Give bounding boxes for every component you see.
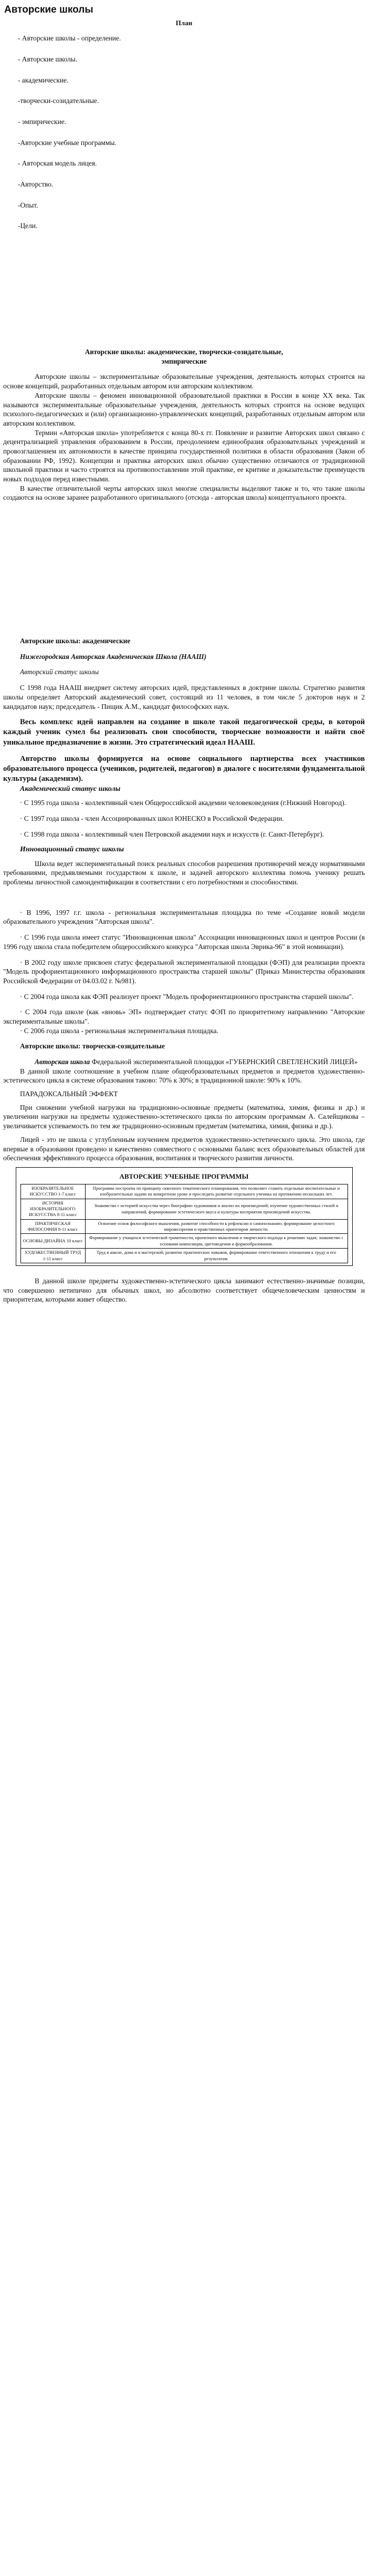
plan-item: - академические. <box>18 76 69 84</box>
school-name-rest: Федеральной экспериментальной площадки «ГУБЕРНСКИЙ СВЕТЛЕНСКИЙ ЛИЦЕЙ» <box>91 1058 358 1066</box>
paragraph: Авторские школы – феномен инновационной образовательной практики в России в конце XX века. Так называются экспериментальные образовательные учреждения, деятельность которых строится на основе ведущих психолого-педагогических и (или) организационно-управленческих концепций, разработанных отдельным автором или авторским коллективом. <box>3 391 365 427</box>
authorship-statement: Авторство школы формируется на основе социального партнерства всех участников образовательного процесса (учеников, родителей, педагогов) в диалоге с носителями фундаментальной культуры (академизм). <box>3 754 365 784</box>
academic-status-heading: Академический статус школы <box>20 785 121 793</box>
section-heading-intro: Авторские школы: академические, творчески-созидательные, <box>85 348 283 356</box>
list-item: · В 2002 году школе присвоен статус федеральной экспериментальной площадки (ФЭП) для реализации проекта "Модель профориентационного информационного пространства старшей школы" (Приказ Министерства образования Российской Федерации от 04.03.02 г. №981). <box>3 958 365 985</box>
school-name: Нижегородская Авторская Академическая Школа (НААШ) <box>20 652 207 661</box>
plan-item: -творчески-созидательные. <box>18 97 99 105</box>
table-row <box>20 1219 348 1234</box>
program-name: ПРАКТИЧЕСКАЯ ФИЛОСОФИЯ 8-11 класс <box>20 1219 85 1234</box>
plan-item: -Авторские учебные программы. <box>18 138 117 147</box>
paragraph: В данной школе соотношение в учебном плане общеобразовательных предметов и предметов художественно-эстетического цикла в системе образования таково: 70% к 30%; в традиционной школе: 90% к 10%. <box>3 1067 365 1085</box>
paragraph: Школа ведет экспериментальный поиск реальных способов разрешения противоречий между нормативными требованиями, предъявляемыми государством к школе, и задачей авторского коллектива помочь ученику решать проблемы личностной самоидентификации в соответствии с его потребностями и способностями. <box>3 859 365 887</box>
plan-item: -Цели. <box>18 222 38 230</box>
plan-item: - эмпирические. <box>18 117 67 126</box>
document-title: Авторские школы <box>4 4 93 15</box>
list-item: · С 1996 года школа имеет статус "Инновационная школа" Ассоциации инновационных школ и центров России (в 1996 году школа стала победителем общероссийского конкурса "Авторская школа Эврика-96" в этой номинации). <box>3 933 365 951</box>
plan-item: -Опыт. <box>18 201 38 209</box>
program-description: Программа построена по принципу сквозного тематического планирования, что позволяет ставить отдельные воспитательные и изобразительные задачи на конкретном уроке и проследить развитие отдельного ученика на протяжении нескольких лет. <box>85 1184 348 1199</box>
program-name: ХУДОЖЕСТВЕННЫЙ ТРУД 1-11 класс <box>20 1249 85 1263</box>
list-item: · В 1996, 1997 г.г. школа - региональная экспериментальная площадка по теме «Создание новой модели образовательного учреждения "Авторская школа". <box>3 908 365 926</box>
list-item: · С 2004 года школе (как «вновь» ЭП» подтверждает статус ФЭП по приоритетному направлению "Авторские экспериментальные школы". <box>3 1008 365 1025</box>
program-description: Знакомство с историей искусства через биографию художников и анализ их произведений; изучение художественных стилей и направлений, формирование эстетического вкуса и культуры восприятия произведений искусства. <box>85 1199 348 1219</box>
paragraph <box>3 1057 365 1067</box>
section-heading-intro-2: эмпирические <box>161 357 207 365</box>
plan-item: - Авторские школы. <box>18 55 78 63</box>
programs-heading: АВТОРСКИЕ УЧЕБНЫЕ ПРОГРАММЫ <box>119 1172 249 1180</box>
list-item: · С 1995 года школа - коллективный член Общероссийской академии человековедения (г.Нижний Новгород). <box>20 799 346 807</box>
program-name: ОСНОВЫ ДИЗАЙНА 10 класс <box>20 1234 85 1249</box>
program-name: ИСТОРИЯ ИЗОБРАЗИТЕЛЬНОГО ИСКУССТВА 8-11 класс <box>20 1199 85 1219</box>
paragraph: Авторские школы – экспериментальные образовательные учреждения, деятельность которых строится на основе концепций, разработанных отдельным автором или авторским коллективом. <box>3 373 365 390</box>
innovation-status-heading: Инновационный статус школы <box>20 846 124 854</box>
paragraph: С 1998 года НААШ внедряет систему авторских идей, представленных в доктрине школы. Стратегию развития школы определяет Авторский академический совет, состоящий из 11 человек, в том числе 5 докторов наук и 2 кандидатов наук; председатель - Пищик А.М., кандидат философских наук. <box>3 684 365 710</box>
paragraph: В качестве отличительной черты авторских школ многие специалисты выделяют также и то, что такие школы создаются на основе заранее разработанного оригинального (отсюда - авторская школа) концептуального проекта. <box>3 484 365 502</box>
status-label: Авторский статус школы <box>20 668 99 676</box>
program-name: ИЗОБРАЗИТЕЛЬНОЕ ИСКУССТВО 1-7 класс <box>20 1184 85 1199</box>
table-row <box>20 1184 348 1199</box>
plan-item: - Авторская модель лицея. <box>18 159 97 168</box>
closing-paragraph: В данной школе предметы художественно-эстетического цикла занимают естественно-значимые позиции, что совершенно нетипично для обычных школ, но абсолютно соответствует общечеловеческим ценностям и приоритетам, которыми живет общество. <box>3 1276 365 1304</box>
plan-item: -Авторство. <box>18 180 54 189</box>
table-row <box>20 1249 348 1263</box>
list-item: · С 1997 года школа - член Ассоциированных школ ЮНЕСКО в Российской Федерации. <box>20 814 284 822</box>
paragraph: Лицей - это не школа с углубленным изучением предметов художественно-эстетического цикла. Это школа, где впервые в образовании проведено и качественно совместного с основными баланс всех образовательных областей для обеспечения эффективного процесса образования, воспитания и творческого развития личности. <box>3 1135 365 1162</box>
strategic-ideal: Весь комплекс идей направлен на создание в школе такой педагогической среды, в которой каждый ученик сумел бы реализовать свои способности, творческие возможности и найти своё уникальное предназначение в жизни. Это стратегический идеал НААШ. <box>3 718 365 747</box>
plan-heading: План <box>175 19 193 27</box>
table-row <box>20 1199 348 1219</box>
paragraph: Термин «Авторская школа» употребляется с конца 80-х гг. Появление и развитие Авторских школ связано с децентрализацией управления образованием в России, преодолением единообразия образовательных учреждений и провозглашением их автономности в качестве принципа государственной политики в области образования (Закон об образовании РФ, 1992). Концепции и практика авторских школ обычно существенно отличаются от традиционной школьной практики и часто строятся на противопоставлении этой практике, ее критике и доказательстве преимуществ новых подходов перед известными. <box>3 428 365 483</box>
programs-table-frame <box>16 1167 353 1266</box>
plan-list <box>3 34 365 231</box>
programs-table <box>20 1184 348 1263</box>
list-item: · С 2004 года школа как ФЭП реализует проект "Модель профориентационного пространства старшей школы". <box>20 992 354 1001</box>
section-heading-creative: Авторские школы: творчески-созидательные <box>20 1042 165 1050</box>
table-row <box>20 1234 348 1249</box>
paragraph: При снижении учебной нагрузки на традиционно-основные предметы (математика, химия, физика и др.) и увеличении нагрузки на предметы художественно-эстетического цикла по авторским программам А. Салейщикова – увеличивается успеваемость по тем же традиционно-основным предметам (математика, химия, физика и др.). <box>3 1103 365 1130</box>
program-description: Труд в школе, дома и в мастерской; развитие практических навыков, формирование ответственного отношения к труду и его результатам. <box>85 1249 348 1263</box>
list-item: · С 1998 года школа - коллективный член Петровской академии наук и искусств (г. Санкт-Петербург). <box>20 830 324 838</box>
program-description: Формирование у учащихся эстетической грамотности, проектного мышления и творческого подхода к решению задач; знакомство с основами композиции, цветоведения и формообразования. <box>85 1234 348 1249</box>
list-item: · С 2006 года школа - региональная экспериментальная площадка. <box>20 1026 218 1035</box>
section-heading-academic: Авторские школы: академические <box>20 637 131 645</box>
plan-item: - Авторские школы - определение. <box>18 34 121 43</box>
program-description: Освоение основ философского мышления, развитие способности к рефлексии и самопознанию; формирование целостного мировоззрения и нравственных ориентиров личности. <box>85 1219 348 1234</box>
school-label: Авторская школа <box>35 1058 90 1066</box>
effect-label: ПАРАДОКСАЛЬНЫЙ ЭФФЕКТ <box>20 1090 118 1098</box>
